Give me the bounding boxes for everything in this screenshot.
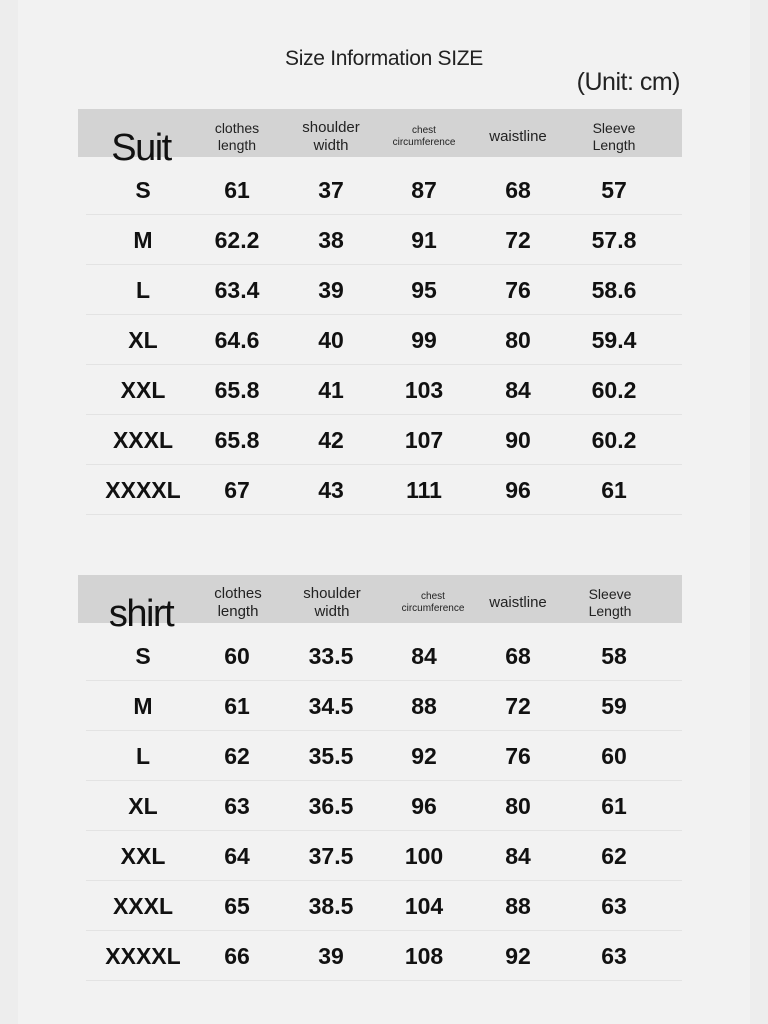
column-header-line: width [314, 603, 350, 620]
measurement-cell: 96 [411, 793, 437, 819]
measurement-cell: 90 [505, 427, 531, 453]
measurement-cell: 107 [404, 427, 444, 453]
measurement-cell: 38 [318, 227, 344, 253]
table-title: Suit [111, 127, 171, 170]
measurement-cell: 65.8 [214, 377, 260, 403]
column-header-text [302, 119, 360, 155]
measurement-cell: 39 [318, 943, 344, 969]
measurement-cell: 43 [318, 477, 344, 503]
size-label: XXXXL [105, 943, 181, 969]
column-header-line: width [313, 137, 349, 154]
measurement-cell: 59.4 [591, 327, 637, 353]
column-header-text [303, 585, 361, 621]
size-label: XL [128, 793, 158, 819]
size-label: S [135, 177, 151, 203]
measurement-cell: 37.5 [308, 843, 354, 869]
measurement-cell: 103 [404, 377, 444, 403]
size-label: S [135, 643, 151, 669]
measurement-cell: 80 [505, 327, 531, 353]
measurement-cell: 66 [224, 943, 250, 969]
table-row [78, 315, 682, 365]
column-header [589, 575, 632, 631]
measurement-cell: 40 [318, 327, 344, 353]
column-header [402, 575, 465, 631]
size-label: L [135, 743, 151, 769]
column-header-line: clothes [214, 120, 260, 137]
size-label: XXXXL [105, 477, 181, 503]
column-header-line: length [217, 137, 257, 153]
measurement-cell: 38.5 [308, 893, 354, 919]
measurement-cell: 111 [406, 477, 442, 503]
measurement-cell: 64 [224, 843, 250, 869]
measurement-cell: 76 [505, 743, 531, 769]
measurement-cell: 84 [505, 377, 531, 403]
column-header-text [215, 120, 259, 154]
table-row [78, 881, 682, 931]
column-header [489, 109, 547, 165]
measurement-cell: 95 [411, 277, 437, 303]
column-header-line: waistline [489, 594, 547, 611]
measurement-cell: 100 [404, 843, 444, 869]
measurement-cell: 63.4 [214, 277, 260, 303]
column-header-text [589, 586, 632, 620]
column-header [593, 109, 636, 165]
measurement-cell: 84 [411, 643, 437, 669]
measurement-cell: 62.2 [214, 227, 260, 253]
measurement-cell: 64.6 [214, 327, 260, 353]
measurement-cell: 108 [404, 943, 444, 969]
column-header-text [489, 128, 547, 146]
column-header [214, 575, 262, 631]
column-header-line: chest [412, 125, 436, 136]
measurement-cell: 92 [411, 743, 437, 769]
measurement-cell: 76 [505, 277, 531, 303]
measurement-cell: 57.8 [591, 227, 637, 253]
column-header [302, 109, 360, 165]
table-row [78, 165, 682, 215]
size-label: XXL [120, 843, 166, 869]
column-header [489, 575, 547, 631]
measurement-cell: 39 [318, 277, 344, 303]
column-header-text [593, 120, 636, 154]
measurement-cell: 88 [505, 893, 531, 919]
table-row [78, 215, 682, 265]
table-row [78, 931, 682, 981]
table-row [78, 831, 682, 881]
measurement-cell: 60 [224, 643, 250, 669]
column-header-line: Length [588, 603, 632, 619]
table-row [78, 265, 682, 315]
table-row [78, 631, 682, 681]
column-header-text [393, 125, 456, 149]
measurement-cell: 58 [601, 643, 627, 669]
size-label: L [135, 277, 151, 303]
measurement-cell: 72 [505, 227, 531, 253]
measurement-cell: 59 [601, 693, 627, 719]
column-header-line: waistline [489, 128, 547, 145]
column-header-line: circumference [401, 603, 465, 614]
measurement-cell: 104 [404, 893, 444, 919]
measurement-cell: 62 [224, 743, 250, 769]
size-label: XXL [120, 377, 166, 403]
table-row [78, 365, 682, 415]
measurement-cell: 57 [601, 177, 627, 203]
measurement-cell: 36.5 [308, 793, 354, 819]
measurement-cell: 72 [505, 693, 531, 719]
table-row [78, 781, 682, 831]
measurement-cell: 99 [411, 327, 437, 353]
column-header [303, 575, 361, 631]
column-header-line: Sleeve [588, 586, 632, 603]
column-header-text [489, 594, 547, 612]
column-header-line: clothes [214, 585, 262, 602]
size-label: M [133, 227, 153, 253]
column-header-line: length [217, 603, 259, 620]
table-row [78, 681, 682, 731]
measurement-cell: 58.6 [591, 277, 637, 303]
measurement-cell: 80 [505, 793, 531, 819]
measurement-cell: 67 [224, 477, 250, 503]
measurement-cell: 42 [318, 427, 344, 453]
column-header-line: Length [592, 137, 636, 153]
measurement-cell: 34.5 [308, 693, 354, 719]
table-title: shirt [108, 593, 174, 636]
size-label: XXXL [112, 427, 174, 453]
measurement-cell: 88 [411, 693, 437, 719]
column-header-line: shoulder [303, 585, 361, 602]
measurement-cell: 62 [601, 843, 627, 869]
table-row [78, 415, 682, 465]
measurement-cell: 65.8 [214, 427, 260, 453]
size-label: XXXL [112, 893, 174, 919]
measurement-cell: 63 [601, 893, 627, 919]
measurement-cell: 91 [411, 227, 437, 253]
measurement-cell: 65 [224, 893, 250, 919]
measurement-cell: 61 [224, 177, 250, 203]
measurement-cell: 96 [505, 477, 531, 503]
measurement-cell: 60.2 [591, 427, 637, 453]
measurement-cell: 84 [505, 843, 531, 869]
measurement-cell: 61 [224, 693, 250, 719]
table-row [78, 731, 682, 781]
column-header-line: Sleeve [592, 120, 636, 137]
measurement-cell: 63 [601, 943, 627, 969]
column-header-line: circumference [392, 137, 456, 148]
measurement-cell: 61 [601, 793, 627, 819]
measurement-cell: 60.2 [591, 377, 637, 403]
measurement-cell: 68 [505, 643, 531, 669]
column-header-line: shoulder [302, 119, 360, 136]
page-title: Size Information SIZE [285, 47, 483, 70]
measurement-cell: 35.5 [308, 743, 354, 769]
size-label: M [133, 693, 153, 719]
measurement-cell: 37 [318, 177, 344, 203]
unit-label: (Unit: cm) [576, 68, 680, 96]
column-header [393, 109, 456, 165]
column-header-text [402, 591, 465, 615]
column-header-line: chest [421, 591, 445, 602]
column-header [215, 109, 259, 165]
measurement-cell: 60 [601, 743, 627, 769]
measurement-cell: 41 [318, 377, 344, 403]
measurement-cell: 87 [411, 177, 437, 203]
row-divider [86, 980, 682, 981]
measurement-cell: 63 [224, 793, 250, 819]
column-header-text [214, 585, 262, 621]
table-row [78, 465, 682, 515]
measurement-cell: 61 [601, 477, 627, 503]
measurement-cell: 68 [505, 177, 531, 203]
measurement-cell: 92 [505, 943, 531, 969]
size-label: XL [128, 327, 158, 353]
measurement-cell: 33.5 [308, 643, 354, 669]
row-divider [86, 514, 682, 515]
